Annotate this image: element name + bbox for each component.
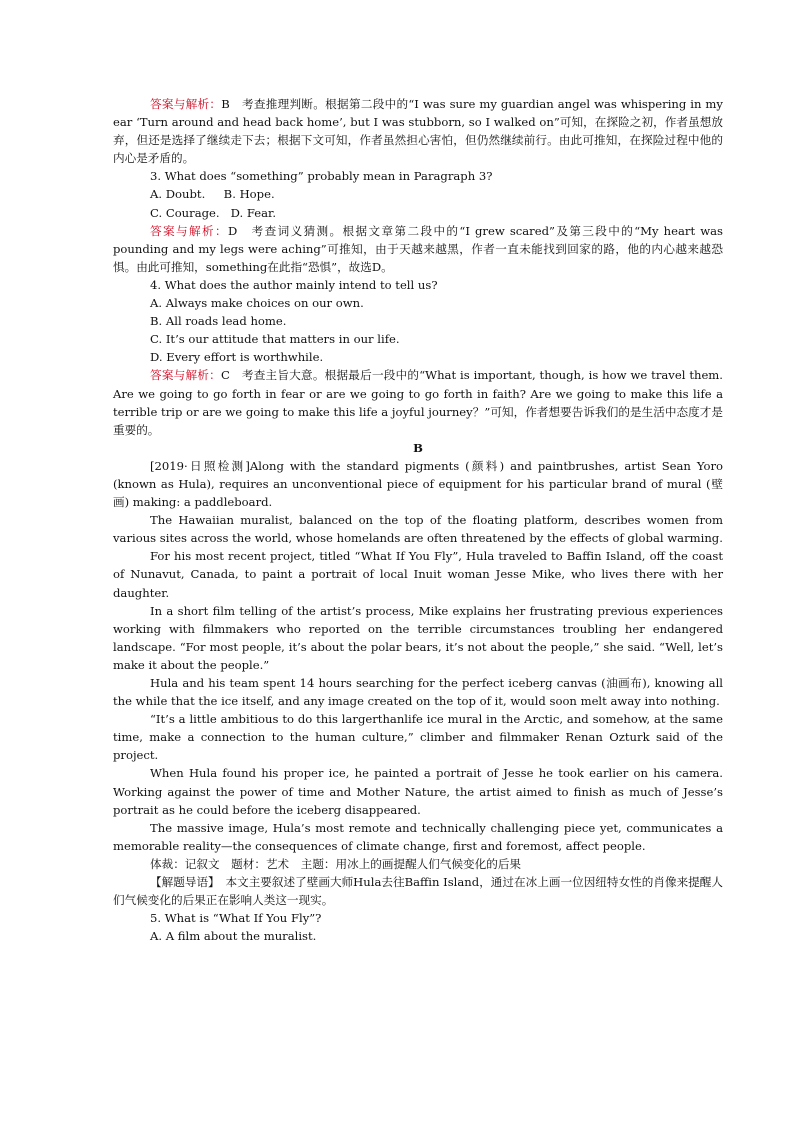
answer-label: 答案与解析：	[150, 97, 222, 111]
q3-answer	[113, 222, 723, 276]
passage-paragraph: The Hawaiian muralist, balanced on the top of the floating platform, describes women from various sites across the world, whose homelands are often threatened by the effects of global warming.	[113, 513, 723, 546]
answer-text: 考查词义猜测。根据文章第二段中的“I grew scared”及第三段中的“My heart was pounding and my legs were aching”可推知，由于天越来越黑，作者一直未能找到回家的路，他的内心越来越恐惧。由此可推知，something在此指“恐惧”，故选D。	[113, 223, 723, 274]
guide-paragraph	[113, 873, 723, 909]
answer-text: 考查主旨大意。根据最后一段中的“What is important, though, is how we travel them. Are we going to go forth in fear or are we going to go forth in faith? Are we going to make this life a terrible trip or are we going to make this life a joyful journey？”可知，作者想要告诉我们的是生活中态度才是重要的。	[113, 368, 723, 437]
answer-label: 答案与解析：	[150, 368, 221, 383]
passage-paragraph: [2019·日照检测]Along with the standard pigments (颜料) and paintbrushes, artist Sean Yoro (known as Hula), requires an unconventional piece of equipment for his particular brand of mural (壁画) making: a paddleboard.	[113, 458, 723, 510]
q3-options-row1: A. Doubt. B. Hope.	[150, 187, 275, 202]
answer-letter: B	[221, 97, 230, 111]
q4-option-d: D. Every effort is worthwhile.	[150, 350, 324, 365]
guide-text: 本文主要叙述了壁画大师Hula去往Baffin Island，通过在冰上画一位因纽特女性的肖像来提醒人们气候变化的后果正在影响人类这一现实。	[113, 875, 723, 908]
answer-letter: D	[227, 223, 238, 238]
passage-paragraph: In a short film telling of the artist’s process, Mike explains her frustrating previous experiences working with filmmakers who reported on the terrible circumstances troubling her endangered landscape. “For most people, it’s about the polar bears, it’s not about the people,” she said. “Well, let’s make it about the people.”	[113, 603, 723, 672]
guide-label: 【解题导语】	[150, 875, 214, 890]
q4-option-c: C. It’s our attitude that matters in our life.	[150, 332, 400, 347]
answer-label: 答案与解析：	[150, 223, 228, 238]
genre-line: 体裁：记叙文 题材：艺术 主题：用冰上的画提醒人们气候变化的后果	[150, 856, 522, 871]
q4-option-a: A. Always make choices on our own.	[150, 296, 364, 311]
q5-question: 5. What is “What If You Fly”?	[150, 911, 322, 926]
q4-option-b: B. All roads lead home.	[150, 314, 287, 329]
document-page	[113, 95, 723, 945]
passage-paragraph: For his most recent project, titled “What If You Fly”, Hula traveled to Baffin Island, off the coast of Nunavut, Canada, to paint a portrait of local Inuit woman Jesse Mike, who lives there with her daughter.	[113, 549, 723, 600]
q3-question: 3. What does “something” probably mean in Paragraph 3?	[150, 169, 493, 184]
q3-options-row2: C. Courage. D. Fear.	[150, 205, 277, 220]
q4-question: 4. What does the author mainly intend to tell us?	[150, 277, 438, 292]
q2-answer	[113, 95, 723, 167]
passage-paragraph: “It’s a little ambitious to do this largerthanlife ice mural in the Arctic, and somehow, at the same time, make a connection to the human culture,” climber and filmmaker Renan Ozturk said of the project.	[113, 712, 723, 763]
q5-option-a: A. A film about the muralist.	[150, 929, 317, 944]
answer-letter: C	[220, 368, 230, 383]
passage-paragraph: When Hula found his proper ice, he painted a portrait of Jesse he took earlier on his camera. Working against the power of time and Mother Nature, the artist aimed to finish as much of Jesse’s portrait as he could before the iceberg disappeared.	[113, 766, 723, 817]
section-heading: B	[413, 440, 423, 455]
answer-text: 考查推理判断。根据第二段中的“I was sure my guardian angel was whispering in my ear ‘Turn around and head back home’, but I was stubborn, so I walked on”可知，在探险之初，作者虽想放弃，但还是选择了继续走下去；根据下文可知，作者虽然担心害怕，但仍然继续前行。由此可推知，在探险过程中他的内心是矛盾的。	[113, 97, 723, 166]
passage-paragraph: Hula and his team spent 14 hours searching for the perfect iceberg canvas (油画布), knowing all the while that the ice itself, and any image created on the top of it, would soon melt away into nothing.	[113, 676, 723, 709]
q4-answer	[113, 366, 723, 438]
passage-paragraph: The massive image, Hula’s most remote and technically challenging piece yet, communicates a memorable reality—the consequences of climate change, first and foremost, affect people.	[113, 820, 723, 853]
